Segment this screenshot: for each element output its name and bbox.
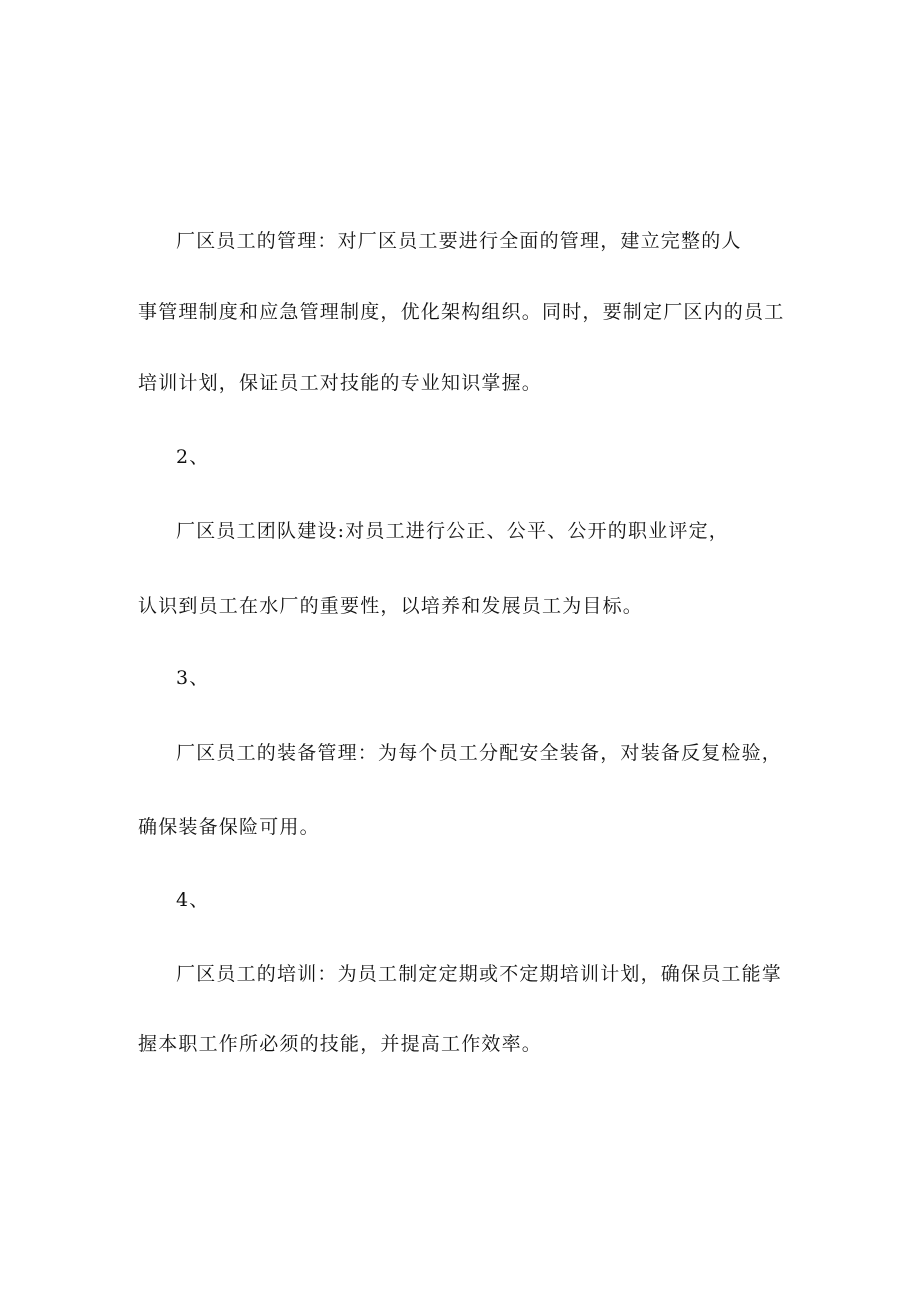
section-number-3: 3、 (176, 667, 210, 689)
paragraph-3-line-1: 厂区员工的装备管理：为每个员工分配安全装备，对装备反复检验， (176, 742, 783, 764)
section-number-4: 4、 (176, 889, 210, 911)
paragraph-3-line-2: 确保装备保险可用。 (138, 816, 320, 838)
paragraph-1-line-3: 培训计划，保证员工对技能的专业知识掌握。 (138, 372, 543, 394)
paragraph-1-line-1: 厂区员工的管理：对厂区员工要进行全面的管理，建立完整的人 (176, 230, 742, 252)
section-number-2: 2、 (176, 446, 210, 468)
paragraph-4-line-2: 握本职工作所必须的技能，并提高工作效率。 (138, 1033, 543, 1055)
paragraph-4-line-1: 厂区员工的培训：为员工制定定期或不定期培训计划，确保员工能掌 (176, 963, 783, 985)
paragraph-2-line-1: 厂区员工团队建设:对员工进行公正、公平、公开的职业评定， (176, 520, 730, 542)
paragraph-1-line-2: 事管理制度和应急管理制度，优化架构组织。同时，要制定厂区内的员工 (138, 301, 785, 323)
paragraph-2-line-2: 认识到员工在水厂的重要性，以培养和发展员工为目标。 (138, 595, 644, 617)
